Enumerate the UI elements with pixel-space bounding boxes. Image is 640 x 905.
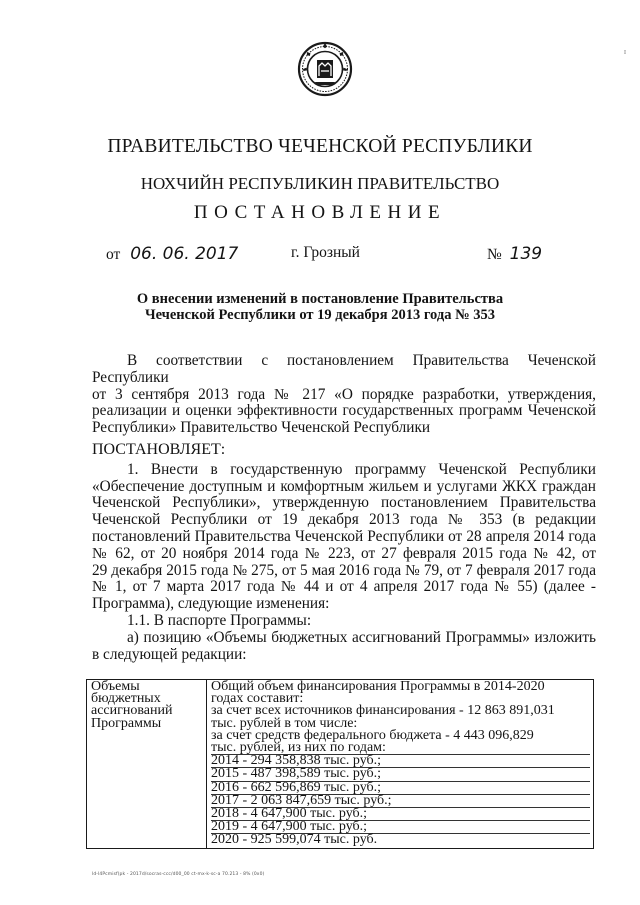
- body-line: Чеченской Республики от 19 декабря 2013 года № 353 (в редакции: [92, 511, 596, 529]
- label-line: бюджетных: [91, 691, 161, 707]
- label-line: ассигнований: [91, 703, 173, 719]
- content-line: тыс. рублей, из них по годам:: [211, 742, 590, 755]
- body-line: от 3 сентября 2013 года № 217 «О порядке разработки, утверждения,: [92, 385, 596, 403]
- content-line: 2016 - 662 596,869 тыс. руб.;: [211, 782, 590, 795]
- city: г. Грозный: [291, 244, 360, 261]
- body-line: № 62, от 20 ноября 2014 года № 223, от 27 февраля 2015 года № 42, от: [92, 544, 596, 562]
- body-line: Республики» Правительство Чеченской Республики: [92, 419, 431, 437]
- subject-line: О внесении изменений в постановление Правительства: [136, 291, 504, 307]
- content-line: 2015 - 487 398,589 тыс. руб.;: [211, 768, 590, 781]
- body-line: постановлений Правительства Чеченской Республики от 28 апреля 2014 года: [92, 527, 596, 545]
- body-line: 1. Внести в государственную программу Чеченской Республики: [127, 460, 596, 478]
- handwritten-date: 06. 06. 2017: [130, 244, 239, 264]
- table-row: [87, 680, 594, 849]
- body-line: «Обеспечение доступным и комфортным жильем и услугами ЖКХ граждан: [92, 477, 596, 495]
- content-line: годах составит:: [211, 691, 304, 707]
- margin-mark: I: [624, 50, 626, 56]
- content-line: 2018 - 4 647,900 тыс. руб.;: [211, 808, 590, 821]
- body-line: а) позицию «Объемы бюджетных ассигнований Программы» изложить: [127, 628, 596, 646]
- body-line: 1.1. В паспорте Программы:: [127, 611, 312, 629]
- content-line: 2020 - 925 599,074 тыс. руб.: [211, 832, 378, 848]
- document-subject: [0, 291, 640, 323]
- content-line: тыс. рублей в том числе:: [211, 715, 358, 731]
- body-line: Программа), следующие изменения:: [92, 595, 330, 613]
- body-line: реализации и оценки эффективности государственных программ Чеченской: [92, 402, 596, 420]
- budget-table: [86, 679, 594, 849]
- date-field: [106, 244, 238, 264]
- table-content-cell: [207, 680, 594, 849]
- body-line: В соответствии с постановлением Правительства Чеченской Республики: [92, 352, 596, 386]
- content-line: 2014 - 294 358,838 тыс. руб.;: [211, 755, 590, 768]
- body-line: № 1, от 7 марта 2017 года № 44 и от 4 апреля 2017 года № 55) (далее -: [92, 578, 596, 596]
- content-line: за счет средств федерального бюджета - 4 443 096,829: [211, 727, 534, 743]
- number-field: [487, 244, 542, 264]
- government-title-chechen: НОХЧИЙН РЕСПУБЛИКИН ПРАВИТЕЛЬСТВО: [140, 174, 500, 193]
- table-label-cell: [87, 680, 207, 849]
- label-line: Объемы: [91, 679, 140, 694]
- document-body: [92, 353, 596, 663]
- body-line: в следующей редакции:: [92, 645, 247, 663]
- subject-line: Чеченской Республики от 19 декабря 2013 года № 353: [144, 307, 496, 323]
- government-title: ПРАВИТЕЛЬСТВО ЧЕЧЕНСКОЙ РЕСПУБЛИКИ: [107, 136, 533, 157]
- body-line: 29 декабря 2015 года № 275, от 5 мая 2016 года № 79, от 7 февраля 2017 года: [92, 561, 596, 579]
- number-prefix: №: [487, 246, 502, 263]
- handwritten-number: 139: [509, 244, 543, 264]
- content-line: за счет всех источников финансирования - 12 863 891,031: [211, 703, 555, 719]
- label-line: Программы: [91, 715, 162, 731]
- file-reference-footer: ld-l4Pcmisf(pk - 2017d/socras-ccc/d00_00 ct-mx-k-sc-a 70.213 - 8% (0x0): [92, 872, 265, 877]
- body-line: Чеченской Республики», утвержденную постановлением Правительства: [92, 494, 596, 512]
- coat-of-arms-emblem: [297, 38, 353, 100]
- content-line: 2017 - 2 063 847,659 тыс. руб.;: [211, 795, 590, 808]
- document-type: ПОСТАНОВЛЕНИЕ: [193, 202, 447, 223]
- content-line: Общий объем финансирования Программы в 2014-2020: [211, 679, 545, 694]
- resolves-heading: ПОСТАНОВЛЯЕТ:: [92, 440, 226, 458]
- content-line: 2019 - 4 647,900 тыс. руб.;: [211, 821, 590, 834]
- date-prefix: от: [106, 246, 121, 263]
